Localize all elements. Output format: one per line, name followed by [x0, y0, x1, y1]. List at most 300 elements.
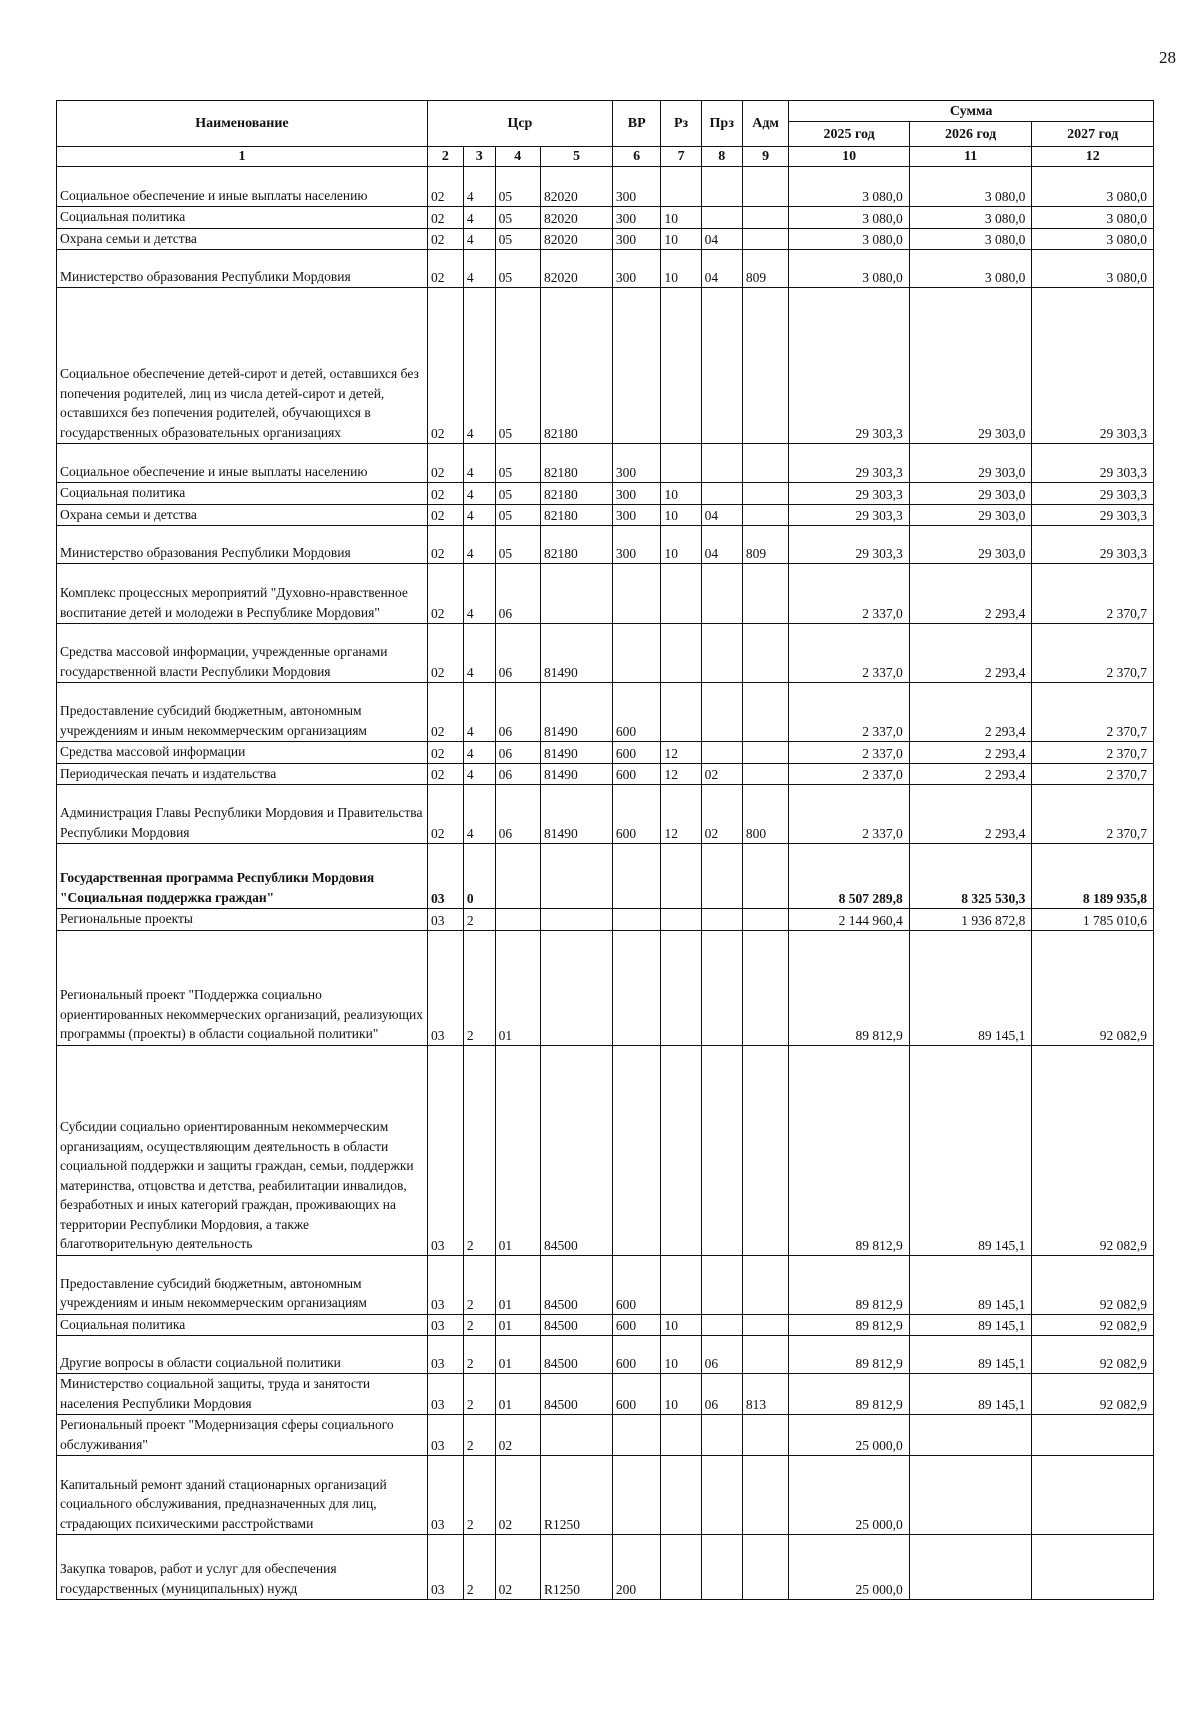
code-program: 03: [427, 1336, 463, 1374]
amount-2027: 2 370,7: [1032, 624, 1154, 683]
code-adm: 813: [742, 1374, 788, 1415]
amount-2025: 25 000,0: [789, 1456, 909, 1535]
code-vr: 600: [612, 763, 661, 785]
amount-2027: 29 303,3: [1032, 288, 1154, 444]
code-adm: [742, 1415, 788, 1456]
amount-2026: 89 145,1: [909, 1374, 1032, 1415]
amount-2026: 3 080,0: [909, 207, 1032, 229]
code-program: 02: [427, 207, 463, 229]
code-event: 01: [495, 1045, 540, 1255]
code-prz: 04: [701, 526, 742, 564]
amount-2027: [1032, 1535, 1154, 1600]
code-rz: 10: [661, 526, 701, 564]
code-event: 06: [495, 763, 540, 785]
amount-2025: 2 337,0: [789, 763, 909, 785]
column-number: 12: [1032, 147, 1154, 167]
code-direction: 82020: [541, 207, 613, 229]
amount-2026: 29 303,0: [909, 288, 1032, 444]
amount-2025: 8 507 289,8: [789, 844, 909, 909]
table-row: [57, 1535, 1154, 1600]
code-subprogram: 4: [463, 564, 495, 624]
amount-2026: 2 293,4: [909, 742, 1032, 764]
code-program: 03: [427, 1456, 463, 1535]
amount-2025: 2 337,0: [789, 742, 909, 764]
code-direction: 82020: [541, 167, 613, 207]
amount-2026: 29 303,0: [909, 504, 1032, 526]
code-adm: [742, 683, 788, 742]
code-direction: 84500: [541, 1045, 613, 1255]
code-subprogram: 4: [463, 683, 495, 742]
code-prz: [701, 1314, 742, 1336]
code-rz: [661, 844, 701, 909]
code-program: 03: [427, 1415, 463, 1456]
table-row: [57, 483, 1154, 505]
code-subprogram: 2: [463, 1255, 495, 1314]
code-event: 05: [495, 207, 540, 229]
code-rz: [661, 1456, 701, 1535]
row-name: Министерство образования Республики Мордовия: [57, 250, 428, 288]
amount-2026: 2 293,4: [909, 763, 1032, 785]
code-direction: 82020: [541, 250, 613, 288]
row-name: Министерство социальной защиты, труда и занятости населения Республики Мордовия: [57, 1374, 428, 1415]
code-adm: [742, 483, 788, 505]
code-adm: 809: [742, 250, 788, 288]
table-row: [57, 742, 1154, 764]
amount-2026: 3 080,0: [909, 167, 1032, 207]
code-vr: 300: [612, 483, 661, 505]
code-event: 06: [495, 742, 540, 764]
code-prz: [701, 444, 742, 483]
amount-2025: 2 337,0: [789, 564, 909, 624]
code-subprogram: 4: [463, 250, 495, 288]
code-prz: [701, 683, 742, 742]
code-event: 05: [495, 228, 540, 250]
amount-2025: 3 080,0: [789, 167, 909, 207]
amount-2025: 29 303,3: [789, 526, 909, 564]
code-subprogram: 0: [463, 844, 495, 909]
code-prz: 06: [701, 1374, 742, 1415]
budget-table: [56, 100, 1154, 1600]
code-prz: [701, 1045, 742, 1255]
code-subprogram: 2: [463, 1415, 495, 1456]
code-event: 05: [495, 483, 540, 505]
code-prz: [701, 742, 742, 764]
code-vr: 600: [612, 1374, 661, 1415]
amount-2027: 29 303,3: [1032, 483, 1154, 505]
amount-2025: 89 812,9: [789, 1255, 909, 1314]
code-direction: [541, 930, 613, 1045]
table-row: [57, 526, 1154, 564]
code-event: 01: [495, 930, 540, 1045]
code-vr: 600: [612, 683, 661, 742]
row-name: Региональный проект "Поддержка социально ориентированных некоммерческих организаций, реализующих программы (проекты) в области социальной политики": [57, 930, 428, 1045]
column-number: 5: [541, 147, 613, 167]
amount-2026: 89 145,1: [909, 1255, 1032, 1314]
amount-2027: 29 303,3: [1032, 504, 1154, 526]
code-vr: 600: [612, 1314, 661, 1336]
code-rz: 10: [661, 250, 701, 288]
row-name: Средства массовой информации, учрежденные органами государственной власти Республики Мордовия: [57, 624, 428, 683]
amount-2025: 3 080,0: [789, 207, 909, 229]
column-number: 6: [612, 147, 661, 167]
code-prz: 04: [701, 250, 742, 288]
amount-2027: [1032, 1415, 1154, 1456]
table-row: [57, 1314, 1154, 1336]
code-subprogram: 4: [463, 167, 495, 207]
amount-2025: 89 812,9: [789, 1374, 909, 1415]
amount-2026: 2 293,4: [909, 785, 1032, 844]
amount-2025: 2 337,0: [789, 785, 909, 844]
code-event: 05: [495, 504, 540, 526]
code-rz: 10: [661, 504, 701, 526]
row-name: Государственная программа Республики Мордовия "Социальная поддержка граждан": [57, 844, 428, 909]
code-program: 02: [427, 564, 463, 624]
code-direction: 82180: [541, 483, 613, 505]
code-subprogram: 2: [463, 1535, 495, 1600]
code-rz: 10: [661, 1336, 701, 1374]
code-vr: 300: [612, 250, 661, 288]
table-row: [57, 250, 1154, 288]
code-vr: 600: [612, 742, 661, 764]
code-direction: R1250: [541, 1535, 613, 1600]
code-vr: 200: [612, 1535, 661, 1600]
amount-2027: 2 370,7: [1032, 785, 1154, 844]
table-row: [57, 1045, 1154, 1255]
amount-2026: 2 293,4: [909, 564, 1032, 624]
code-vr: [612, 624, 661, 683]
row-name: Региональные проекты: [57, 909, 428, 931]
table-row: [57, 288, 1154, 444]
amount-2025: 29 303,3: [789, 504, 909, 526]
code-subprogram: 2: [463, 1456, 495, 1535]
amount-2027: 92 082,9: [1032, 1255, 1154, 1314]
code-program: 03: [427, 1374, 463, 1415]
amount-2027: 1 785 010,6: [1032, 909, 1154, 931]
header-name: Наименование: [57, 101, 428, 147]
table-row: [57, 683, 1154, 742]
code-event: 01: [495, 1255, 540, 1314]
code-prz: 06: [701, 1336, 742, 1374]
code-vr: [612, 1045, 661, 1255]
code-direction: R1250: [541, 1456, 613, 1535]
table-row: [57, 1374, 1154, 1415]
code-event: 06: [495, 564, 540, 624]
code-direction: 81490: [541, 785, 613, 844]
code-prz: 02: [701, 763, 742, 785]
code-prz: 04: [701, 504, 742, 526]
amount-2026: 29 303,0: [909, 526, 1032, 564]
row-name: Социальная политика: [57, 207, 428, 229]
row-name: Социальная политика: [57, 483, 428, 505]
code-adm: [742, 564, 788, 624]
code-event: 01: [495, 1374, 540, 1415]
code-prz: [701, 1535, 742, 1600]
code-prz: [701, 483, 742, 505]
code-subprogram: 4: [463, 288, 495, 444]
amount-2027: 29 303,3: [1032, 444, 1154, 483]
code-subprogram: 2: [463, 1336, 495, 1374]
code-event: 02: [495, 1456, 540, 1535]
code-event: 06: [495, 785, 540, 844]
code-event: [495, 844, 540, 909]
code-program: 02: [427, 504, 463, 526]
amount-2025: 89 812,9: [789, 1314, 909, 1336]
table-row: [57, 207, 1154, 229]
table-row: [57, 1456, 1154, 1535]
code-vr: 300: [612, 526, 661, 564]
amount-2027: 3 080,0: [1032, 207, 1154, 229]
code-subprogram: 2: [463, 930, 495, 1045]
code-subprogram: 4: [463, 483, 495, 505]
code-subprogram: 4: [463, 785, 495, 844]
code-adm: [742, 909, 788, 931]
column-number-row: [57, 147, 1154, 167]
code-rz: 10: [661, 1374, 701, 1415]
code-subprogram: 4: [463, 207, 495, 229]
code-program: 03: [427, 844, 463, 909]
code-prz: [701, 288, 742, 444]
code-subprogram: 4: [463, 526, 495, 564]
code-prz: [701, 167, 742, 207]
row-name: Администрация Главы Республики Мордовия и Правительства Республики Мордовия: [57, 785, 428, 844]
code-event: 05: [495, 444, 540, 483]
table-row: [57, 624, 1154, 683]
table-row: [57, 844, 1154, 909]
code-vr: 600: [612, 785, 661, 844]
code-vr: 600: [612, 1255, 661, 1314]
code-direction: 81490: [541, 624, 613, 683]
code-rz: [661, 1415, 701, 1456]
code-program: 02: [427, 250, 463, 288]
code-event: [495, 909, 540, 931]
code-event: 05: [495, 288, 540, 444]
code-program: 02: [427, 742, 463, 764]
code-adm: [742, 1456, 788, 1535]
code-prz: [701, 1456, 742, 1535]
code-subprogram: 2: [463, 909, 495, 931]
code-prz: 02: [701, 785, 742, 844]
amount-2026: 89 145,1: [909, 1336, 1032, 1374]
header-sum: Сумма: [789, 101, 1154, 122]
row-name: Предоставление субсидий бюджетным, автономным учреждениям и иным некоммерческим организациям: [57, 683, 428, 742]
column-number: 4: [495, 147, 540, 167]
code-program: 03: [427, 1535, 463, 1600]
header-csr: Цср: [427, 101, 612, 147]
code-direction: [541, 1415, 613, 1456]
column-number: 7: [661, 147, 701, 167]
row-name: Охрана семьи и детства: [57, 228, 428, 250]
column-number: 8: [701, 147, 742, 167]
code-prz: [701, 930, 742, 1045]
code-event: 02: [495, 1535, 540, 1600]
amount-2025: 2 337,0: [789, 683, 909, 742]
code-vr: [612, 564, 661, 624]
row-name: Социальное обеспечение детей-сирот и детей, оставшихся без попечения родителей, лиц из числа детей-сирот и детей, оставшихся без попечения родителей, обучающихся в государственных образовательных организациях: [57, 288, 428, 444]
amount-2025: 29 303,3: [789, 483, 909, 505]
code-subprogram: 4: [463, 504, 495, 526]
code-rz: [661, 288, 701, 444]
code-rz: [661, 1535, 701, 1600]
code-direction: [541, 564, 613, 624]
code-program: 02: [427, 526, 463, 564]
amount-2026: 89 145,1: [909, 1045, 1032, 1255]
code-adm: [742, 228, 788, 250]
column-number: 11: [909, 147, 1032, 167]
code-program: 02: [427, 785, 463, 844]
code-program: 03: [427, 909, 463, 931]
code-adm: [742, 742, 788, 764]
code-program: 02: [427, 483, 463, 505]
code-vr: [612, 1415, 661, 1456]
code-rz: [661, 624, 701, 683]
amount-2025: 89 812,9: [789, 1336, 909, 1374]
code-adm: [742, 504, 788, 526]
amount-2027: 3 080,0: [1032, 228, 1154, 250]
table-body: [57, 147, 1154, 1600]
code-adm: 800: [742, 785, 788, 844]
code-event: 05: [495, 526, 540, 564]
row-name: Субсидии социально ориентированным некоммерческим организациям, осуществляющим деятельность в области социальной поддержки и защиты граждан, семьи, поддержки материнства, отцовства и детства, реабилитации инвалидов, безработных и иных категорий граждан, проживающих на территории Республики Мордовия, а также благотворительную деятельность: [57, 1045, 428, 1255]
table-row: [57, 785, 1154, 844]
code-prz: [701, 844, 742, 909]
code-adm: [742, 844, 788, 909]
code-vr: [612, 1456, 661, 1535]
code-program: 03: [427, 930, 463, 1045]
code-direction: 81490: [541, 683, 613, 742]
table-row: [57, 1255, 1154, 1314]
amount-2026: 3 080,0: [909, 228, 1032, 250]
code-adm: [742, 624, 788, 683]
amount-2026: [909, 1535, 1032, 1600]
code-subprogram: 2: [463, 1314, 495, 1336]
table-row: [57, 228, 1154, 250]
amount-2026: 2 293,4: [909, 624, 1032, 683]
code-subprogram: 4: [463, 624, 495, 683]
code-program: 02: [427, 288, 463, 444]
row-name: Социальное обеспечение и иные выплаты населению: [57, 444, 428, 483]
code-adm: [742, 288, 788, 444]
amount-2025: 29 303,3: [789, 288, 909, 444]
code-prz: [701, 624, 742, 683]
code-program: 02: [427, 228, 463, 250]
amount-2026: 8 325 530,3: [909, 844, 1032, 909]
code-program: 02: [427, 444, 463, 483]
code-direction: 81490: [541, 742, 613, 764]
row-name: Комплекс процессных мероприятий "Духовно-нравственное воспитание детей и молодежи в Республике Мордовия": [57, 564, 428, 624]
row-name: Другие вопросы в области социальной политики: [57, 1336, 428, 1374]
code-event: 02: [495, 1415, 540, 1456]
header-rz: Рз: [661, 101, 701, 147]
code-subprogram: 4: [463, 742, 495, 764]
code-direction: 84500: [541, 1336, 613, 1374]
row-name: Региональный проект "Модернизация сферы социального обслуживания": [57, 1415, 428, 1456]
code-vr: [612, 844, 661, 909]
code-program: 02: [427, 167, 463, 207]
amount-2025: 3 080,0: [789, 228, 909, 250]
code-prz: [701, 909, 742, 931]
code-adm: 809: [742, 526, 788, 564]
code-vr: 300: [612, 207, 661, 229]
code-rz: [661, 1045, 701, 1255]
code-rz: 10: [661, 1314, 701, 1336]
code-prz: [701, 1415, 742, 1456]
page-number: 28: [1159, 48, 1176, 67]
code-direction: 84500: [541, 1255, 613, 1314]
row-name: Средства массовой информации: [57, 742, 428, 764]
code-rz: [661, 444, 701, 483]
code-vr: [612, 288, 661, 444]
amount-2025: 89 812,9: [789, 930, 909, 1045]
code-adm: [742, 1255, 788, 1314]
code-event: 06: [495, 624, 540, 683]
row-name: Министерство образования Республики Мордовия: [57, 526, 428, 564]
code-adm: [742, 207, 788, 229]
table-row: [57, 1336, 1154, 1374]
code-event: 06: [495, 683, 540, 742]
code-program: 03: [427, 1255, 463, 1314]
code-subprogram: 4: [463, 228, 495, 250]
code-event: 05: [495, 250, 540, 288]
amount-2027: 8 189 935,8: [1032, 844, 1154, 909]
code-subprogram: 2: [463, 1374, 495, 1415]
column-number: 1: [57, 147, 428, 167]
amount-2025: 89 812,9: [789, 1045, 909, 1255]
code-adm: [742, 1045, 788, 1255]
code-vr: [612, 909, 661, 931]
row-name: Закупка товаров, работ и услуг для обеспечения государственных (муниципальных) нужд: [57, 1535, 428, 1600]
table-row: [57, 564, 1154, 624]
code-direction: 82180: [541, 504, 613, 526]
code-direction: [541, 909, 613, 931]
header-year-2027: 2027 год: [1032, 122, 1154, 147]
amount-2027: 92 082,9: [1032, 930, 1154, 1045]
amount-2026: 89 145,1: [909, 1314, 1032, 1336]
amount-2027: 2 370,7: [1032, 683, 1154, 742]
amount-2027: 3 080,0: [1032, 250, 1154, 288]
row-name: Социальное обеспечение и иные выплаты населению: [57, 167, 428, 207]
table-row: [57, 444, 1154, 483]
code-direction: 82180: [541, 444, 613, 483]
code-rz: [661, 564, 701, 624]
column-number: 9: [742, 147, 788, 167]
code-adm: [742, 444, 788, 483]
code-rz: [661, 167, 701, 207]
code-rz: 10: [661, 207, 701, 229]
amount-2025: 29 303,3: [789, 444, 909, 483]
code-prz: 04: [701, 228, 742, 250]
amount-2026: [909, 1456, 1032, 1535]
table-row: [57, 167, 1154, 207]
amount-2026: 29 303,0: [909, 444, 1032, 483]
header-year-2025: 2025 год: [789, 122, 909, 147]
column-number: 3: [463, 147, 495, 167]
code-event: 05: [495, 167, 540, 207]
amount-2027: [1032, 1456, 1154, 1535]
amount-2025: 2 144 960,4: [789, 909, 909, 931]
header-vr: ВР: [612, 101, 661, 147]
row-name: Капитальный ремонт зданий стационарных организаций социального обслуживания, предназначенных для лиц, страдающих психическими расстройствами: [57, 1456, 428, 1535]
amount-2027: 29 303,3: [1032, 526, 1154, 564]
amount-2027: 92 082,9: [1032, 1374, 1154, 1415]
header-adm: Адм: [742, 101, 788, 147]
code-adm: [742, 1535, 788, 1600]
code-direction: 81490: [541, 763, 613, 785]
code-vr: 300: [612, 444, 661, 483]
code-direction: 84500: [541, 1314, 613, 1336]
code-adm: [742, 763, 788, 785]
amount-2027: 3 080,0: [1032, 167, 1154, 207]
code-subprogram: 2: [463, 1045, 495, 1255]
